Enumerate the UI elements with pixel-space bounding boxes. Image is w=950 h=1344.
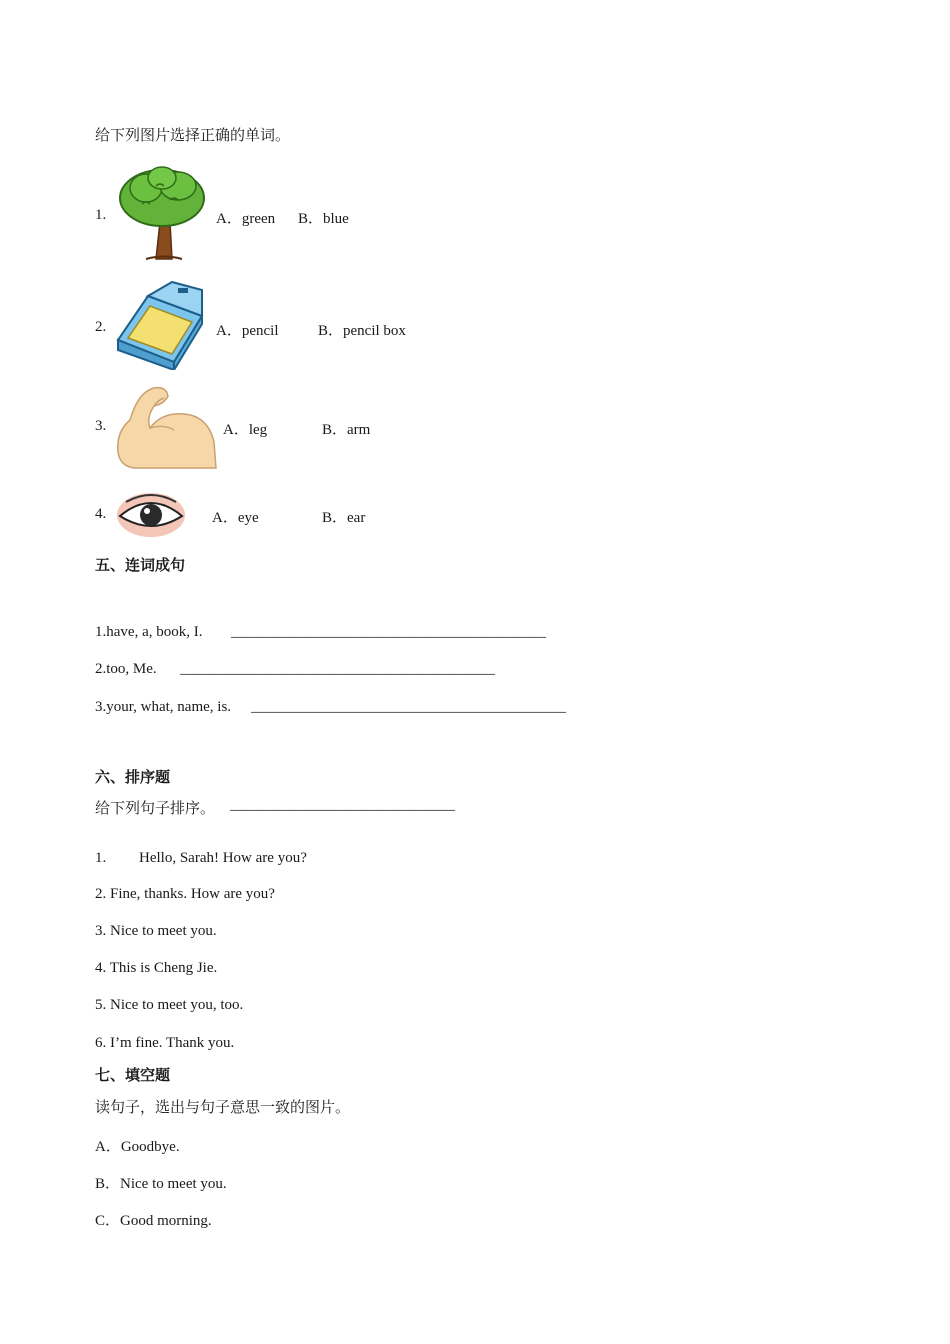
section7-option-c: C．Good morning. bbox=[95, 1213, 212, 1229]
section6-item5-text: 5. Nice to meet you, too. bbox=[95, 997, 244, 1013]
section6-instruction: 给下列句子排序。 bbox=[95, 799, 216, 817]
tree-icon bbox=[116, 164, 208, 262]
section5-title: 五、连词成句 bbox=[95, 556, 186, 574]
item4-option-a: A．eye bbox=[212, 510, 259, 526]
section7-option-a: A．Goodbye. bbox=[95, 1139, 180, 1155]
item2-option-b: B．pencil box bbox=[318, 323, 406, 339]
arm-icon bbox=[114, 382, 218, 472]
section7-option-b: B．Nice to meet you. bbox=[95, 1176, 227, 1192]
section6-item1-text: Hello, Sarah! How are you? bbox=[139, 850, 307, 866]
section6-answer-blank[interactable]: ______________________________ bbox=[230, 797, 455, 813]
item4-option-b: B．ear bbox=[322, 510, 366, 526]
item3-number: 3. bbox=[95, 418, 107, 434]
section5-item2-text: 2.too, Me. bbox=[95, 661, 157, 677]
item1-option-a: A．green bbox=[216, 211, 276, 227]
section5-item1-text: 1.have, a, book, I. bbox=[95, 624, 203, 640]
section4-instruction: 给下列图片选择正确的单词。 bbox=[95, 126, 291, 144]
eye-icon bbox=[116, 490, 186, 540]
section5-item3-text: 3.your, what, name, is. bbox=[95, 699, 232, 715]
section7-instruction: 读句子，选出与句子意思一致的图片。 bbox=[95, 1098, 351, 1116]
section5-item2-blank[interactable]: __________________________________________ bbox=[180, 661, 495, 677]
section6-item6-text: 6. I’m fine. Thank you. bbox=[95, 1035, 235, 1051]
item4-number: 4. bbox=[95, 506, 107, 522]
section6-item1-number: 1. bbox=[95, 850, 107, 866]
item3-option-a: A．leg bbox=[223, 422, 268, 438]
item1-option-b: B．blue bbox=[298, 211, 349, 227]
item2-option-a: A．pencil bbox=[216, 323, 279, 339]
section5-item3-blank[interactable]: __________________________________________ bbox=[251, 699, 566, 715]
item2-number: 2. bbox=[95, 319, 107, 335]
section6-title: 六、排序题 bbox=[95, 768, 171, 786]
section6-item4-text: 4. This is Cheng Jie. bbox=[95, 960, 218, 976]
item1-number: 1. bbox=[95, 207, 107, 223]
pencil-box-icon bbox=[112, 280, 206, 370]
item3-option-b: B．arm bbox=[322, 422, 371, 438]
section6-item3-text: 3. Nice to meet you. bbox=[95, 923, 217, 939]
section5-item1-blank[interactable]: __________________________________________ bbox=[231, 624, 546, 640]
section7-title: 七、填空题 bbox=[95, 1066, 171, 1084]
section6-item2-text: 2. Fine, thanks. How are you? bbox=[95, 886, 275, 902]
